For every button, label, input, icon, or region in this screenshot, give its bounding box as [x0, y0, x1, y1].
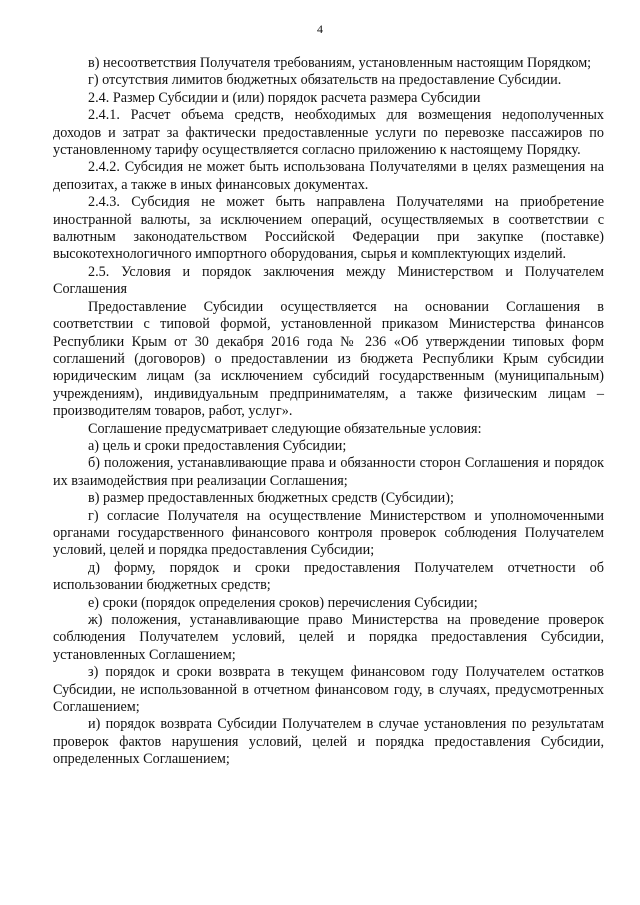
- condition-zh: ж) положения, устанавливающие право Министерства на проведение проверок соблюдения Получателем условий, целей и порядка предоставления Субсидии, установленных Соглашением;: [53, 612, 604, 663]
- condition-b: б) положения, устанавливающие права и обязанности сторон Соглашения и порядок их взаимодействия при реализации Соглашения;: [53, 455, 604, 489]
- paragraph-2-4-2: 2.4.2. Субсидия не может быть использована Получателями в целях размещения на депозитах, а также в иных финансовых документах.: [53, 159, 604, 193]
- condition-a: а) цель и сроки предоставления Субсидии;: [88, 437, 347, 454]
- paragraph-2-4-3: 2.4.3. Субсидия не может быть направлена Получателями на приобретение иностранной валюты, за исключением операций, осуществляемых в соответствии с валютным законодательством Российской Федерации при закупке (поставке) высокотехнологичного импортного оборудования, сырья и комплектующих изделий.: [53, 194, 604, 263]
- condition-v: в) размер предоставленных бюджетных средств (Субсидии);: [88, 490, 454, 507]
- condition-e: е) сроки (порядок определения сроков) перечисления Субсидии;: [88, 594, 478, 611]
- section-heading-2-4: 2.4. Размер Субсидии и (или) порядок расчета размера Субсидии: [88, 89, 481, 106]
- paragraph-agreement-conditions: Соглашение предусматривает следующие обязательные условия:: [88, 420, 482, 437]
- paragraph-subsidy-basis: Предоставление Субсидии осуществляется на основании Соглашения в соответствии с типовой формой, установленной приказом Министерства финансов Республики Крым от 30 декабря 2016 года № 236 «Об утверждении типовых форм соглашений (договоров) о предоставлении из бюджета Республики Крым субсидии юридическим лицам (за исключением субсидий государственным (муниципальным) учреждениям), индивидуальным предпринимателям, а также физическим лицам – производителям товаров, работ, услуг».: [53, 298, 604, 420]
- document-body: [53, 55, 604, 769]
- paragraph-item-v: в) несоответствия Получателя требованиям, установленным настоящим Порядком;: [88, 55, 592, 71]
- section-heading-2-5: 2.5. Условия и порядок заключения между Министерством и Получателем Соглашения: [53, 263, 604, 298]
- condition-g: г) согласие Получателя на осуществление Министерством и уполномоченными органами государственного финансового контроля проверок соблюдения Получателем условий, целей и порядка предоставления Субсидии;: [53, 507, 604, 559]
- paragraph-2-4-1: 2.4.1. Расчет объема средств, необходимых для возмещения недополученных доходов и затрат за фактически предоставленные услуги по перевозке пассажиров по установленному тарифу осуществляется согласно приложению к настоящему Порядку.: [53, 107, 604, 159]
- condition-d: д) форму, порядок и сроки предоставления Получателем отчетности об использовании бюджетных средств;: [53, 559, 604, 594]
- paragraph-item-g: г) отсутствия лимитов бюджетных обязательств на предоставление Субсидии.: [88, 72, 562, 89]
- page-number: 4: [317, 22, 323, 36]
- condition-i: и) порядок возврата Субсидии Получателем в случае установления по результатам проверок фактов нарушения условий, целей и порядка предоставления Субсидии, определенных Соглашением;: [53, 716, 604, 768]
- condition-z: з) порядок и сроки возврата в текущем финансовом году Получателем остатков Субсидии, не использованной в отчетном финансовом году, в случаях, предусмотренных Соглашением;: [53, 664, 604, 716]
